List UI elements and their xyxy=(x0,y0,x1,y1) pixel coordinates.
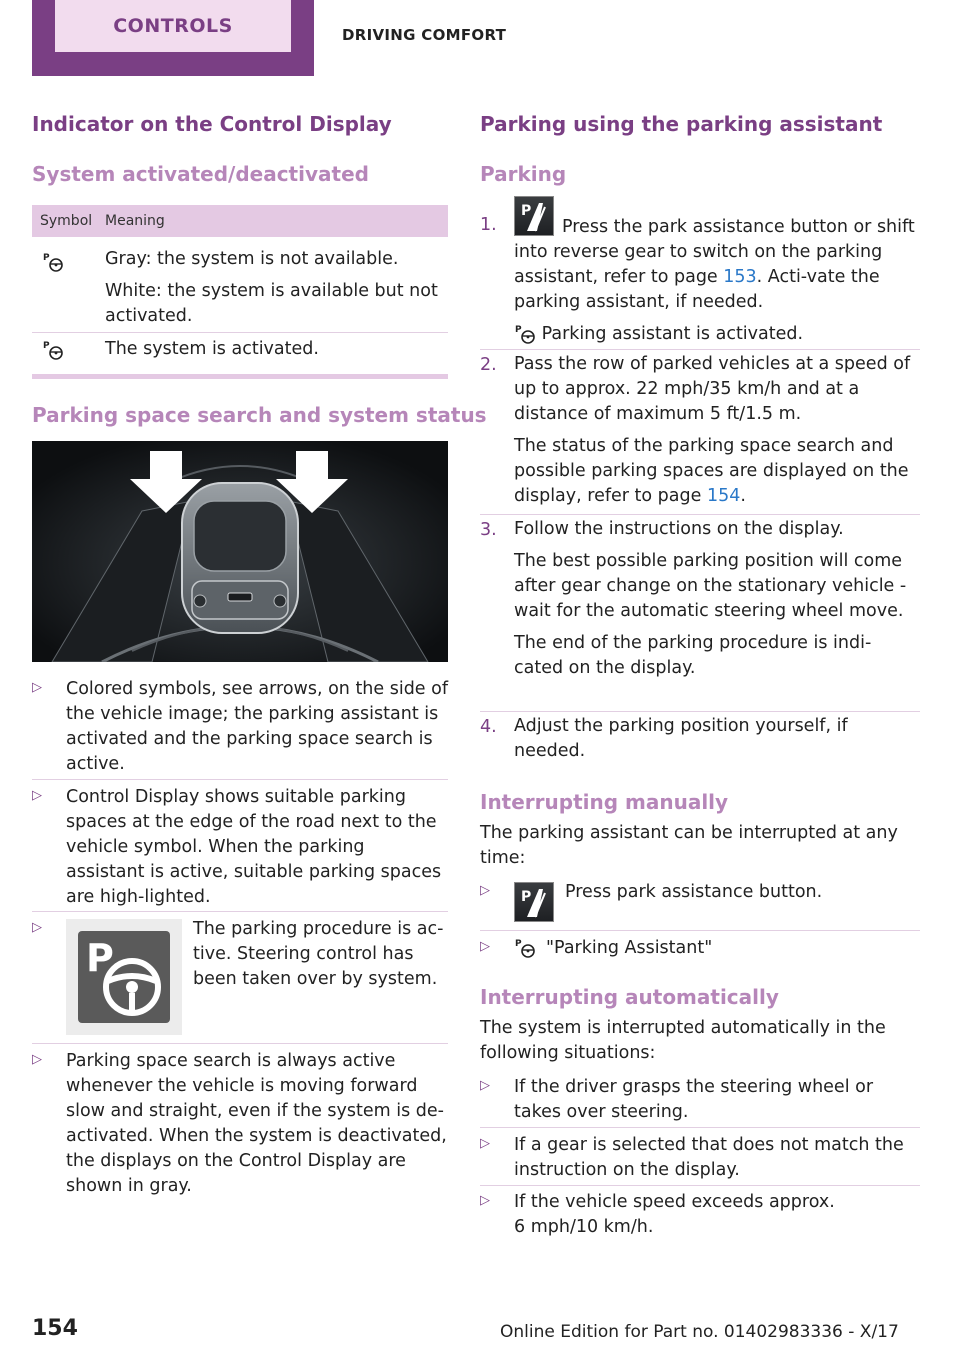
list-item xyxy=(32,677,449,774)
right-column xyxy=(480,0,920,1362)
divider xyxy=(480,711,920,712)
table-row xyxy=(32,333,448,372)
bullet-triangle-icon: ▷ xyxy=(480,883,490,898)
park-assist-button-icon xyxy=(514,882,554,922)
list-item xyxy=(32,785,448,905)
step-number: 1. xyxy=(480,215,497,235)
list-item xyxy=(480,880,920,924)
page-link[interactable]: 154 xyxy=(706,486,741,506)
heading-system-activated: System activated/deactivated xyxy=(32,162,369,186)
heading-indicator: Indicator on the Control Display xyxy=(32,112,392,136)
heading-parking-space-search: Parking space search and system status xyxy=(32,403,487,427)
divider xyxy=(32,779,448,780)
list-item xyxy=(480,1133,920,1189)
svg-text:P: P xyxy=(86,936,114,980)
steering-control-icon xyxy=(66,919,182,1035)
list-item xyxy=(480,1190,920,1246)
bullet-triangle-icon: ▷ xyxy=(32,920,42,935)
step-2 xyxy=(514,352,920,509)
bullet-text: The parking procedure is ac‐tive. Steering control has been taken over by system. xyxy=(193,919,444,989)
list-item xyxy=(480,936,920,966)
manual-intro: The parking assistant can be interrupted at any time: xyxy=(480,823,898,868)
divider xyxy=(480,514,920,515)
bullet-text: "Parking Assistant" xyxy=(546,938,713,958)
step-1 xyxy=(514,196,920,347)
step-subtext: . xyxy=(740,486,746,506)
step-subtext: The status of the parking space search and possible parking spaces are displayed on the display, refer to page xyxy=(514,436,909,506)
park-assist-button-icon xyxy=(514,196,554,236)
bullet-text: Press park assistance button. xyxy=(565,882,823,902)
step-text: Press the park assistance button or shift into reverse gear to switch on the parking assistant, refer to page xyxy=(514,217,915,287)
heading-parking-using-assistant: Parking using the parking assistant xyxy=(480,112,883,136)
bullet-triangle-icon: ▷ xyxy=(32,788,42,803)
parking-display-image xyxy=(32,441,448,662)
bullet-text: If a gear is selected that does not match the instruction on the display. xyxy=(514,1135,904,1180)
page-link[interactable]: 153 xyxy=(723,267,757,287)
svg-text:P: P xyxy=(515,939,522,949)
bullet-triangle-icon: ▷ xyxy=(480,1136,490,1151)
row1-text-a: Gray: the system is not available. xyxy=(105,249,399,269)
bullet-text: Colored symbols, see arrows, on the side of the vehicle image; the parking assistant is activated and the parking space search is active. xyxy=(66,679,449,774)
bullet-text: Parking space search is always active whenever the vehicle is moving forward slow and straight, even if the system is de‐activated. When the system is deactivated, the displays on the Control Display are shown in gray. xyxy=(66,1051,447,1196)
parking-assistant-icon xyxy=(42,251,64,273)
step-number: 4. xyxy=(480,717,497,737)
step-subtext: Parking assistant is activated. xyxy=(541,324,804,344)
bullet-text: If the vehicle speed exceeds approx. 6 mph/10 km/h. xyxy=(514,1192,835,1237)
car-top-view-graphic xyxy=(32,441,448,662)
divider xyxy=(32,911,448,912)
edition-note: Online Edition for Part no. 01402983336 - X/17 xyxy=(500,1322,899,1342)
row2-text: The system is activated. xyxy=(105,339,319,359)
svg-text:P: P xyxy=(515,325,522,335)
left-column xyxy=(32,0,487,1362)
table-header-meaning: Meaning xyxy=(105,213,165,229)
list-item xyxy=(480,1075,920,1131)
parking-assistant-active-icon xyxy=(42,339,64,361)
step-3 xyxy=(514,517,920,681)
chapter-tab-label: CONTROLS xyxy=(113,15,233,37)
divider xyxy=(32,1043,448,1044)
bullet-triangle-icon: ▷ xyxy=(480,1193,490,1208)
divider xyxy=(480,349,920,350)
divider xyxy=(480,1127,920,1128)
svg-text:P: P xyxy=(43,341,50,351)
bullet-triangle-icon: ▷ xyxy=(32,1052,42,1067)
step-4: Adjust the parking position yourself, if needed. xyxy=(514,716,848,761)
section-title: DRIVING COMFORT xyxy=(342,26,507,44)
divider xyxy=(480,1185,920,1186)
step-subtext: The best possible parking position will come after gear change on the stationary vehicle - wait for the automatic steering wheel move. xyxy=(514,551,907,621)
bullet-triangle-icon: ▷ xyxy=(480,939,490,954)
step-text: Pass the row of parked vehicles at a speed of up to approx. 22 mph/35 km/h and at a distance of maximum 5 ft/1.5 m. xyxy=(514,354,911,424)
heading-interrupting-manually: Interrupting manually xyxy=(480,790,729,814)
step-number: 3. xyxy=(480,520,497,540)
bullet-text: If the driver grasps the steering wheel or takes over steering. xyxy=(514,1077,874,1122)
svg-text:P: P xyxy=(521,889,532,905)
auto-intro: The system is interrupted automatically in the following situations: xyxy=(480,1018,886,1063)
heading-parking: Parking xyxy=(480,162,567,186)
parking-assistant-icon xyxy=(514,323,536,345)
step-text: . Acti‐vate the parking assistant, if needed. xyxy=(514,267,880,312)
svg-text:P: P xyxy=(43,253,50,263)
table-header-symbol: Symbol xyxy=(40,213,93,229)
step-text: Follow the instructions on the display. xyxy=(514,519,844,539)
symbol-table xyxy=(32,205,448,379)
heading-interrupting-automatically: Interrupting automatically xyxy=(480,985,779,1009)
table-row xyxy=(32,237,448,333)
table-bottom-rule xyxy=(32,374,448,379)
list-item xyxy=(32,917,448,1037)
step-number: 2. xyxy=(480,355,497,375)
step-subtext: The end of the parking procedure is indi‐cated on the display. xyxy=(514,633,872,678)
page-number: 154 xyxy=(32,1316,78,1341)
bullet-triangle-icon: ▷ xyxy=(32,680,42,695)
row1-text-b: White: the system is available but not activated. xyxy=(105,281,438,326)
parking-assistant-icon xyxy=(514,937,536,959)
svg-text:P: P xyxy=(521,203,532,219)
list-item xyxy=(32,1049,448,1199)
steering-control-icon-box xyxy=(66,919,182,1035)
table-header xyxy=(32,205,448,237)
bullet-text: Control Display shows suitable parking spaces at the edge of the road next to the vehicle symbol. When the parking assistant is active, suitable parking spaces are high‐lighted. xyxy=(66,787,442,907)
bullet-triangle-icon: ▷ xyxy=(480,1078,490,1093)
divider xyxy=(480,930,920,931)
